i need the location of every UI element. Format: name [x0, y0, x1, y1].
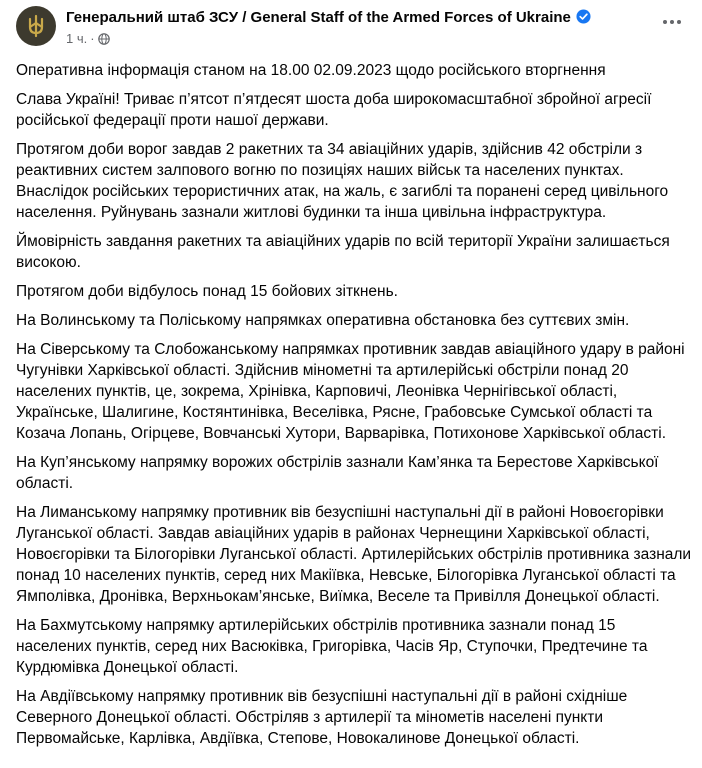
post-body: [16, 60, 692, 757]
trident-emblem-icon: [23, 13, 49, 39]
post-paragraph: Протягом доби відбулось понад 15 бойових зіткнень.: [16, 283, 398, 300]
more-options-icon-dot: [670, 20, 674, 24]
post-paragraph: На Лиманському напрямку противник вів безуспішні наступальні дії в районі Новоєгорівки Луганської області. Завдав авіаційних ударів в районах Чернещини Харківської області, Новоєгорівки та Білогорівки Луганської області. Артилерійських обстрілів противника зазнали понад 10 населених пунктів, серед них Макіївка, Невське, Білогорівка Луганської області та Ямполівка, Дронівка, Верхньокам’янське, Виїмка, Веселе та Привілля Донецької області.: [16, 504, 692, 605]
more-options-button[interactable]: [658, 12, 686, 32]
meta-separator: ·: [90, 31, 95, 46]
post-paragraph: Ймовірність завдання ракетних та авіаційних ударів по всій території України залишається високою.: [16, 233, 670, 271]
globe-icon: [98, 33, 110, 45]
page-avatar[interactable]: [16, 6, 56, 46]
more-options-icon-dot: [663, 20, 667, 24]
page-name[interactable]: [66, 9, 591, 26]
post-timestamp[interactable]: 1 ч.: [66, 31, 88, 46]
verified-badge-icon: [576, 9, 591, 24]
post-paragraph: Слава Україні! Триває п’ятсот п’ятдесят шоста доба широкомасштабної збройної агресії російської федерації проти нашої держави.: [16, 91, 652, 129]
page-name-text[interactable]: Генеральний штаб ЗСУ / General Staff of the Armed Forces of Ukraine: [66, 9, 571, 26]
post-paragraph: На Сіверському та Слобожанському напрямках противник завдав авіаційного удару в районі Чугунівки Харківської області. Здійснив мінометні та артилерійські обстріли понад 20 населених пунктів, це, зокрема, Хрінівка, Карповичі, Леонівка Чернігівської області, Українське, Шалигине, Костянтинівка, Веселівка, Рясне, Грабовське Сумської області та Козача Лопань, Огірцеве, Вовчанські Хутори, Варварівка, Потихонове Харківської області.: [16, 341, 685, 442]
post-header: [16, 6, 686, 54]
post-paragraph: Оперативна інформація станом на 18.00 02.09.2023 щодо російського вторгнення: [16, 62, 606, 79]
more-options-icon-dot: [677, 20, 681, 24]
post-paragraph: На Волинському та Поліському напрямках оперативна обстановка без суттєвих змін.: [16, 312, 630, 329]
post-paragraph: На Куп’янському напрямку ворожих обстрілів зазнали Кам’янка та Берестове Харківської області.: [16, 454, 659, 492]
post-paragraph: На Бахмутському напрямку артилерійських обстрілів противника зазнали понад 15 населених пунктів, серед них Васюківка, Григорівка, Часів Яр, Ступочки, Предтечине та Курдюмівка Донецької області.: [16, 617, 648, 676]
post-meta: [66, 31, 110, 46]
post-paragraph: Протягом доби ворог завдав 2 ракетних та 34 авіаційних ударів, здійснив 42 обстріли з реактивних систем залпового вогню по позиціях наших військ та населених пунктах. Внаслідок російських терористичних атак, на жаль, є загиблі та поранені серед цивільного населення. Руйнувань зазнали житлові будинки та інша цивільна інфраструктура.: [16, 141, 669, 221]
post-paragraph: На Авдіївському напрямку противник вів безуспішні наступальні дії в районі східніше Северного Донецької області. Обстріляв з артилерії та мінометів населені пункти Первомайське, Карлівка, Авдіївка, Степове, Новокалинове Донецької області.: [16, 688, 628, 747]
